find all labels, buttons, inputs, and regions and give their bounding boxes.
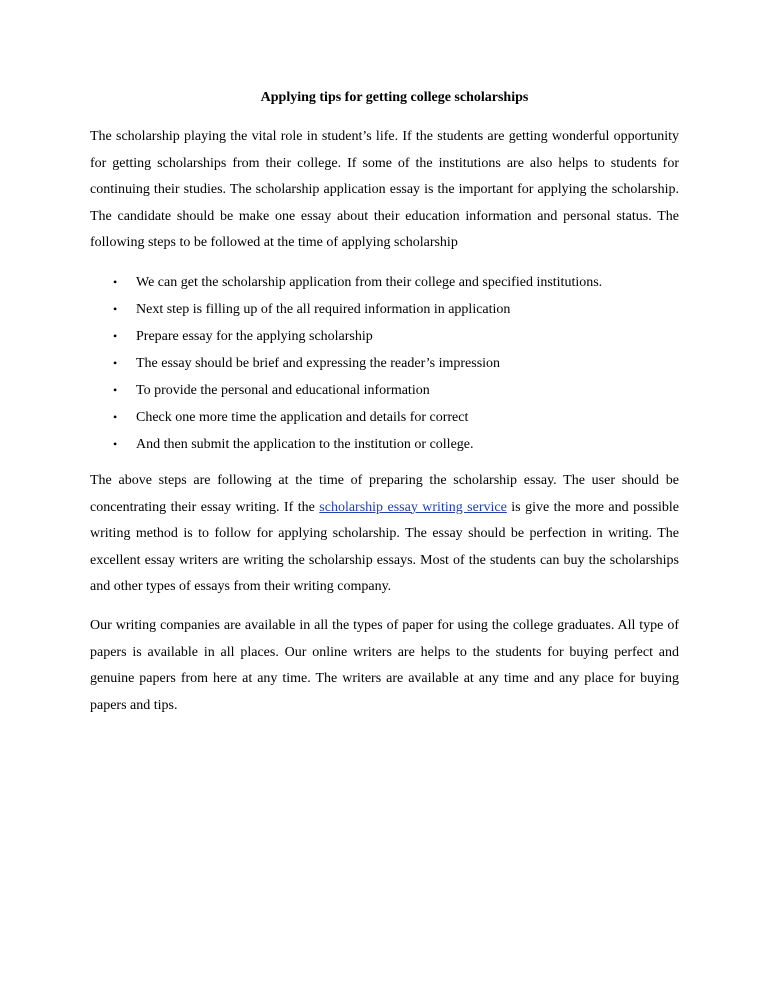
list-item — [113, 269, 679, 296]
companies-paragraph: Our writing companies are available in all the types of paper for using the college graduates. All type of papers is available in all places. Our online writers are helps to the students for buying perfect and genuine papers from here at any time. The writers are available at any time and any place for buying papers and tips. — [90, 617, 679, 713]
steps-list — [90, 269, 679, 458]
service-paragraph — [90, 468, 679, 601]
step-text: Check one more time the application and details for correct — [136, 409, 469, 425]
service-paragraph-end: is give the more and possible writing method is to follow for applying scholarship. The essay should be perfection in writing. The excellent essay writers are writing the scholarship essays. Most of the students can buy the scholarships and other types of essays from their writing company. — [90, 499, 679, 595]
list-item — [113, 377, 679, 404]
list-item — [113, 323, 679, 350]
step-text: Prepare essay for the applying scholarship — [136, 328, 373, 344]
bullet-icon: • — [113, 328, 118, 343]
bullet-icon: • — [113, 409, 118, 424]
service-paragraph-start: The above steps are following at the time of preparing the scholarship essay. The user should be concentrating their essay writing. If the — [90, 472, 679, 515]
bullet-icon: • — [113, 274, 118, 289]
step-text: To provide the personal and educational information — [136, 382, 430, 398]
bullet-icon: • — [113, 436, 118, 451]
essay-service-link[interactable]: scholarship essay writing service — [319, 499, 507, 515]
step-text: And then submit the application to the institution or college. — [136, 436, 474, 452]
bullet-icon: • — [113, 355, 118, 370]
bullet-icon: • — [113, 382, 118, 397]
document-title: Applying tips for getting college scholarships — [260, 90, 529, 105]
list-item — [113, 350, 679, 377]
list-item — [113, 404, 679, 431]
step-text: We can get the scholarship application from their college and specified institutions. — [136, 274, 603, 290]
step-text: Next step is filling up of the all required information in application — [136, 301, 511, 317]
list-item — [113, 296, 679, 323]
bullet-icon: • — [113, 301, 118, 316]
list-item — [113, 431, 679, 458]
intro-paragraph: The scholarship playing the vital role in student’s life. If the students are getting wonderful opportunity for getting scholarships from their college. If some of the institutions are also helps to students for continuing their studies. The scholarship application essay is the important for applying the scholarship. The candidate should be make one essay about their education information and personal status. The following steps to be followed at the time of applying scholarship — [90, 129, 679, 251]
step-text: The essay should be brief and expressing the reader’s impression — [136, 355, 501, 371]
